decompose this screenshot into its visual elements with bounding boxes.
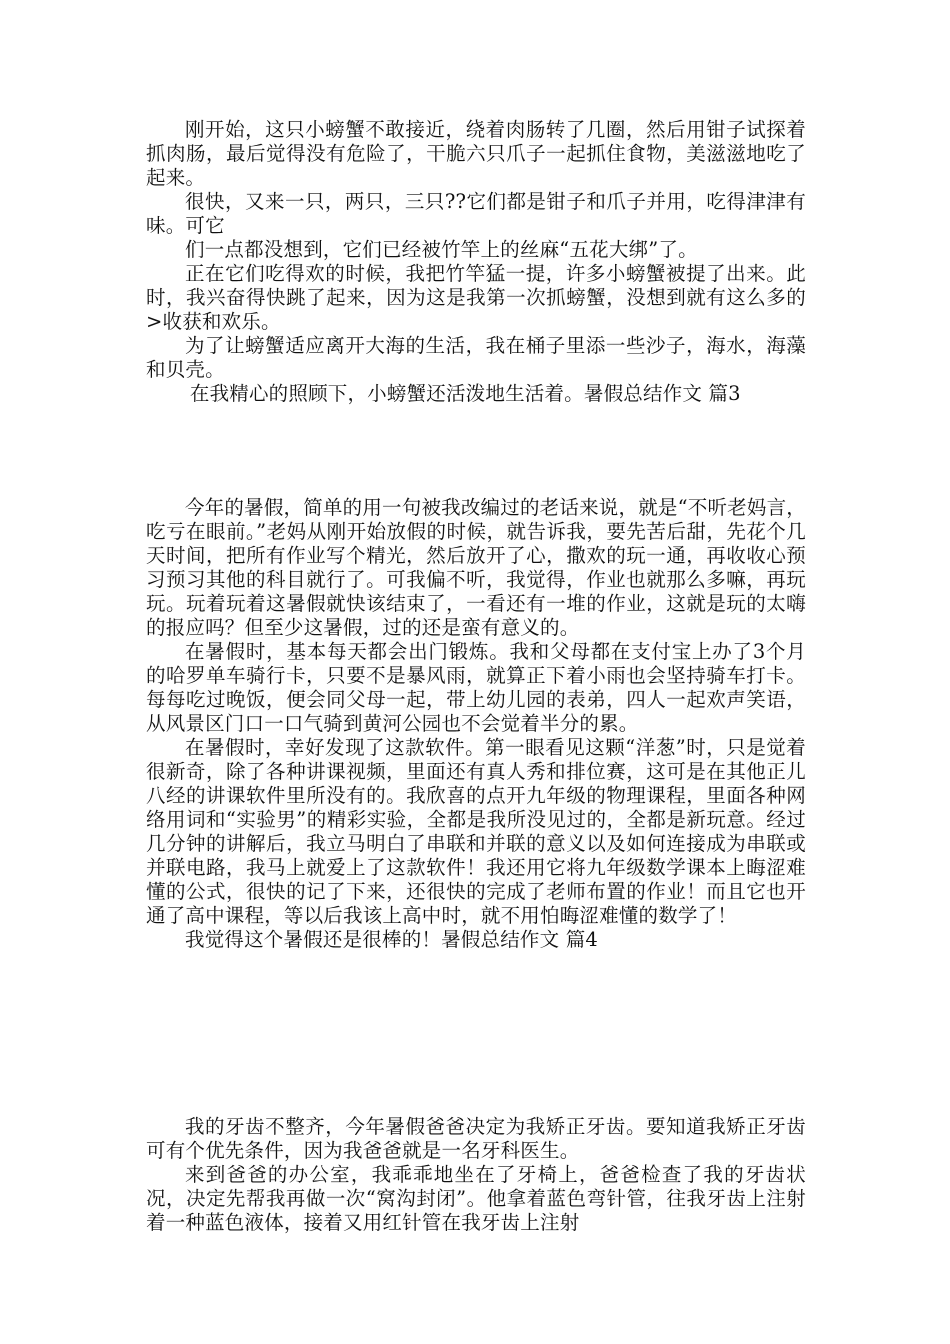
paragraph: 正在它们吃得欢的时候，我把竹竿猛一提，许多小螃蟹被提了出来。此时，我兴奋得快跳了起来，因为这是我第一次抓螃蟹，没想到就有这么多的>收获和欢乐。 bbox=[146, 262, 806, 333]
paragraph-heading-4: 我觉得这个暑假还是很棒的！暑假总结作文 篇4 bbox=[185, 928, 599, 951]
paragraph: 很快，又来一只，两只，三只??它们都是钳子和爪子并用，吃得津津有味。可它 bbox=[146, 190, 806, 237]
paragraph: 今年的暑假，简单的用一句被我改编过的老话来说，就是“不听老妈言，吃亏在眼前。”老妈从刚开始放假的时候，就告诉我，要先苦后甜，先花个几天时间，把所有作业写个精光，然后放开了心，撒欢的玩一通，再收收心预习预习其他的科目就行了。可我偏不听，我觉得，作业也就那么多嘛，再玩玩。玩着玩着这暑假就快该结束了，一看还有一堆的作业，这就是玩的太嗨的报应吗？但至少这暑假，过的还是蛮有意义的。 bbox=[146, 496, 806, 639]
section-summer-3 bbox=[146, 496, 806, 952]
paragraph: 我的牙齿不整齐，今年暑假爸爸决定为我矫正牙齿。要知道我矫正牙齿可有个优先条件，因为我爸爸就是一名牙科医生。 bbox=[146, 1115, 806, 1162]
paragraph: 在暑假时，基本每天都会出门锻炼。我和父母都在支付宝上办了3个月的哈罗单车骑行卡，只要不是暴风雨，就算正下着小雨也会坚持骑车打卡。每每吃过晚饭，便会同父母一起，带上幼儿园的表弟，四人一起欢声笑语，从风景区门口一口气骑到黄河公园也不会觉着半分的累。 bbox=[146, 640, 806, 735]
section-summer-4 bbox=[146, 1115, 806, 1235]
paragraph: 来到爸爸的办公室，我乖乖地坐在了牙椅上，爸爸检查了我的牙齿状况，决定先帮我再做一次“窝沟封闭”。他拿着蓝色弯针管，往我牙齿上注射着一种蓝色液体，接着又用红针管在我牙齿上注射 bbox=[146, 1163, 806, 1234]
paragraph-heading-3: 在我精心的照顾下，小螃蟹还活泼地生活着。暑假总结作文 篇3 bbox=[189, 382, 741, 405]
paragraph: 们一点都没想到，它们已经被竹竿上的丝麻“五花大绑”了。 bbox=[185, 238, 698, 261]
paragraph: 在暑假时，幸好发现了这款软件。第一眼看见这颗“洋葱”时，只是觉着很新奇，除了各种讲课视频，里面还有真人秀和排位赛，这可是在其他正儿八经的讲课软件里所没有的。我欣喜的点开九年级的物理课程，里面各种网络用词和“实验男”的精彩实验，全都是我所没见过的，全都是新玩意。经过几分钟的讲解后，我立马明白了串联和并联的意义以及如何连接成为串联或并联电路，我马上就爱上了这款软件！我还用它将九年级数学课本上晦涩难懂的公式，很快的记了下来，还很快的完成了老师布置的作业！而且它也开通了高中课程，等以后我该上高中时，就不用怕晦涩难懂的数学了！ bbox=[146, 736, 806, 927]
section-crab bbox=[146, 118, 806, 406]
paragraph: 为了让螃蟹适应离开大海的生活，我在桶子里添一些沙子，海水，海藻和贝壳。 bbox=[146, 334, 806, 381]
paragraph: 刚开始，这只小螃蟹不敢接近，绕着肉肠转了几圈，然后用钳子试探着抓肉肠，最后觉得没有危险了，干脆六只爪子一起抓住食物，美滋滋地吃了起来。 bbox=[146, 118, 806, 189]
